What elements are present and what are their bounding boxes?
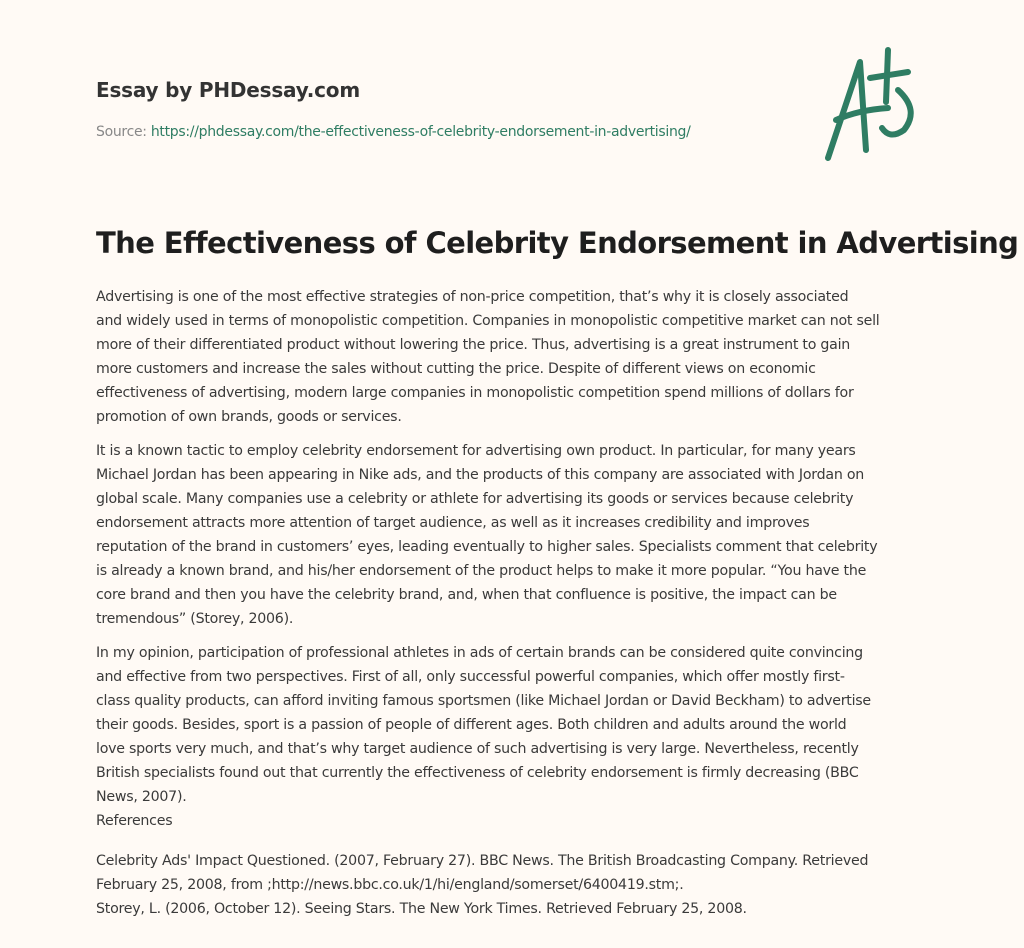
paragraph-line: reputation of the brand in customers’ eyes, leading eventually to higher sales. Specialists comment that celebrity [96,539,878,555]
site-brand: Essay by PHDessay.com [96,78,360,102]
paragraph-line: promotion of own brands, goods or services. [96,409,402,425]
paragraph [96,439,936,631]
paragraph-line: endorsement attracts more attention of target audience, as well as it increases credibility and improves [96,515,810,531]
paragraph-line: is already a known brand, and his/her endorsement of the product helps to make it more popular. “You have the [96,563,867,579]
paragraph-line: effectiveness of advertising, modern large companies in monopolistic competition spend millions of dollars for [96,385,854,401]
paragraph-line: their goods. Besides, sport is a passion of people of different ages. Both children and adults around the world [96,717,847,733]
essay-title: The Effectiveness of Celebrity Endorsement in Advertising [96,226,1019,260]
source-line [96,124,691,140]
source-link[interactable]: https://phdessay.com/the-effectiveness-of-celebrity-endorsement-in-advertising/ [150,124,691,140]
a-plus-logo-icon [818,40,928,165]
paragraph-line: more customers and increase the sales without cutting the price. Despite of different views on economic [96,361,816,377]
paragraph-line: love sports very much, and that’s why target audience of such advertising is very large. Nevertheless, recently [96,741,859,757]
paragraph-line: British specialists found out that currently the effectiveness of celebrity endorsement is firmly decreasing (BBC [96,765,859,781]
paragraph-line: News, 2007). [96,789,187,805]
paragraph-line: and effective from two perspectives. First of all, only successful powerful companies, which offer mostly first- [96,669,845,685]
paragraph [96,285,936,429]
reference-line: Celebrity Ads' Impact Questioned. (2007, February 27). BBC News. The British Broadcasting Company. Retrieved [96,853,869,869]
paragraph-line: and widely used in terms of monopolistic competition. Companies in monopolistic competitive market can not sell [96,313,880,329]
paragraph-line: tremendous” (Storey, 2006). [96,611,294,627]
paragraph-line: global scale. Many companies use a celebrity or athlete for advertising its goods or services because celebrity [96,491,854,507]
paragraph-line: Michael Jordan has been appearing in Nike ads, and the products of this company are associated with Jordan on [96,467,864,483]
source-label: Source: [96,124,151,140]
paragraph-line: more of their differentiated product without lowering the price. Thus, advertising is a great instrument to gain [96,337,851,353]
reference-line: February 25, 2008, from ;http://news.bbc.co.uk/1/hi/england/somerset/6400419.stm;. [96,877,684,893]
references-list [96,849,936,921]
paragraph [96,641,936,809]
references-heading: References [96,813,173,829]
essay-body [96,285,936,921]
paragraph-line: core brand and then you have the celebrity brand, and, when that confluence is positive, the impact can be [96,587,837,603]
paragraph-line: In my opinion, participation of professional athletes in ads of certain brands can be considered quite convincing [96,645,863,661]
paragraph-line: Advertising is one of the most effective strategies of non-price competition, that’s why it is closely associated [96,289,849,305]
paragraph-line: It is a known tactic to employ celebrity endorsement for advertising own product. In particular, for many years [96,443,856,459]
paragraph-line: class quality products, can afford inviting famous sportsmen (like Michael Jordan or David Beckham) to advertise [96,693,871,709]
reference-line: Storey, L. (2006, October 12). Seeing Stars. The New York Times. Retrieved February 25, 2008. [96,901,747,917]
